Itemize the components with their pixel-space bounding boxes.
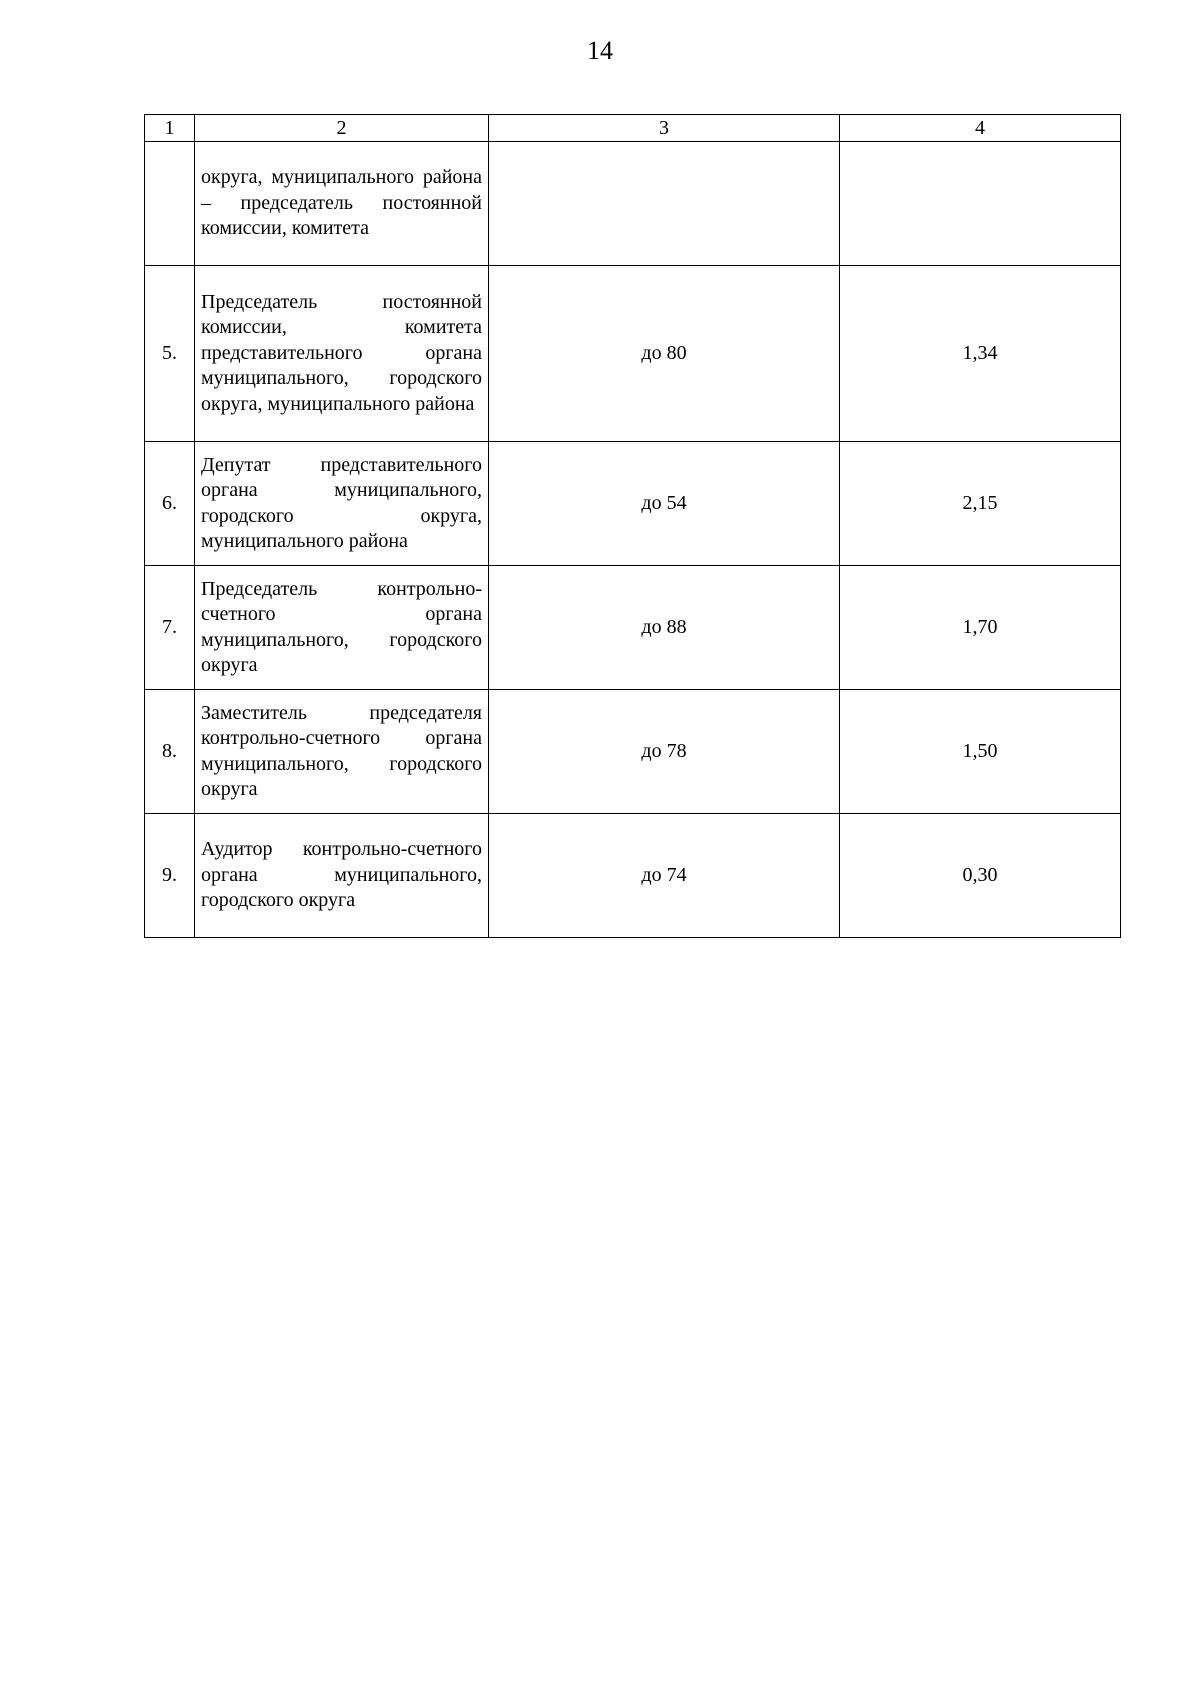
- row-description: округа, муниципального района – председатель постоянной комиссии, комитета: [201, 166, 482, 240]
- table-row: [145, 142, 1121, 266]
- row-number: 9.: [145, 814, 195, 938]
- row-amount: до 74: [489, 814, 840, 938]
- row-amount: до 54: [489, 442, 840, 566]
- row-number: 8.: [145, 690, 195, 814]
- row-coefficient: [840, 142, 1121, 266]
- page-number: 14: [587, 36, 613, 65]
- row-coefficient: 0,30: [840, 814, 1121, 938]
- row-number: 6.: [145, 442, 195, 566]
- row-description: Депутат представительного органа муниципального, городского округа, муниципального района: [201, 453, 482, 552]
- column-header-1: 1: [145, 115, 195, 142]
- column-header-4: 4: [840, 115, 1121, 142]
- row-number: 7.: [145, 566, 195, 690]
- row-amount: до 78: [489, 690, 840, 814]
- row-number: 5.: [145, 266, 195, 442]
- table-row: [145, 814, 1121, 938]
- column-header-3: 3: [489, 115, 840, 142]
- positions-table: [144, 114, 1121, 938]
- table-row: [145, 266, 1121, 442]
- row-coefficient: 1,50: [840, 690, 1121, 814]
- row-description: Председатель контрольно-счетного органа муниципального, городского округа: [201, 577, 482, 676]
- row-coefficient: 1,70: [840, 566, 1121, 690]
- row-coefficient: 1,34: [840, 266, 1121, 442]
- table-row: [145, 566, 1121, 690]
- row-amount: [489, 142, 840, 266]
- row-amount: до 88: [489, 566, 840, 690]
- row-amount: до 80: [489, 266, 840, 442]
- table-row: [145, 690, 1121, 814]
- table-header-row: [145, 115, 1121, 142]
- row-description: Председатель постоянной комиссии, комитета представительного органа муниципального, городского округа, муниципального района: [201, 290, 482, 415]
- row-description: Заместитель председателя контрольно-счетного органа муниципального, городского округа: [201, 701, 482, 800]
- row-coefficient: 2,15: [840, 442, 1121, 566]
- row-number: [145, 142, 195, 266]
- row-description: Аудитор контрольно-счетного органа муниципального, городского округа: [201, 838, 482, 912]
- column-header-2: 2: [195, 115, 489, 142]
- table-row: [145, 442, 1121, 566]
